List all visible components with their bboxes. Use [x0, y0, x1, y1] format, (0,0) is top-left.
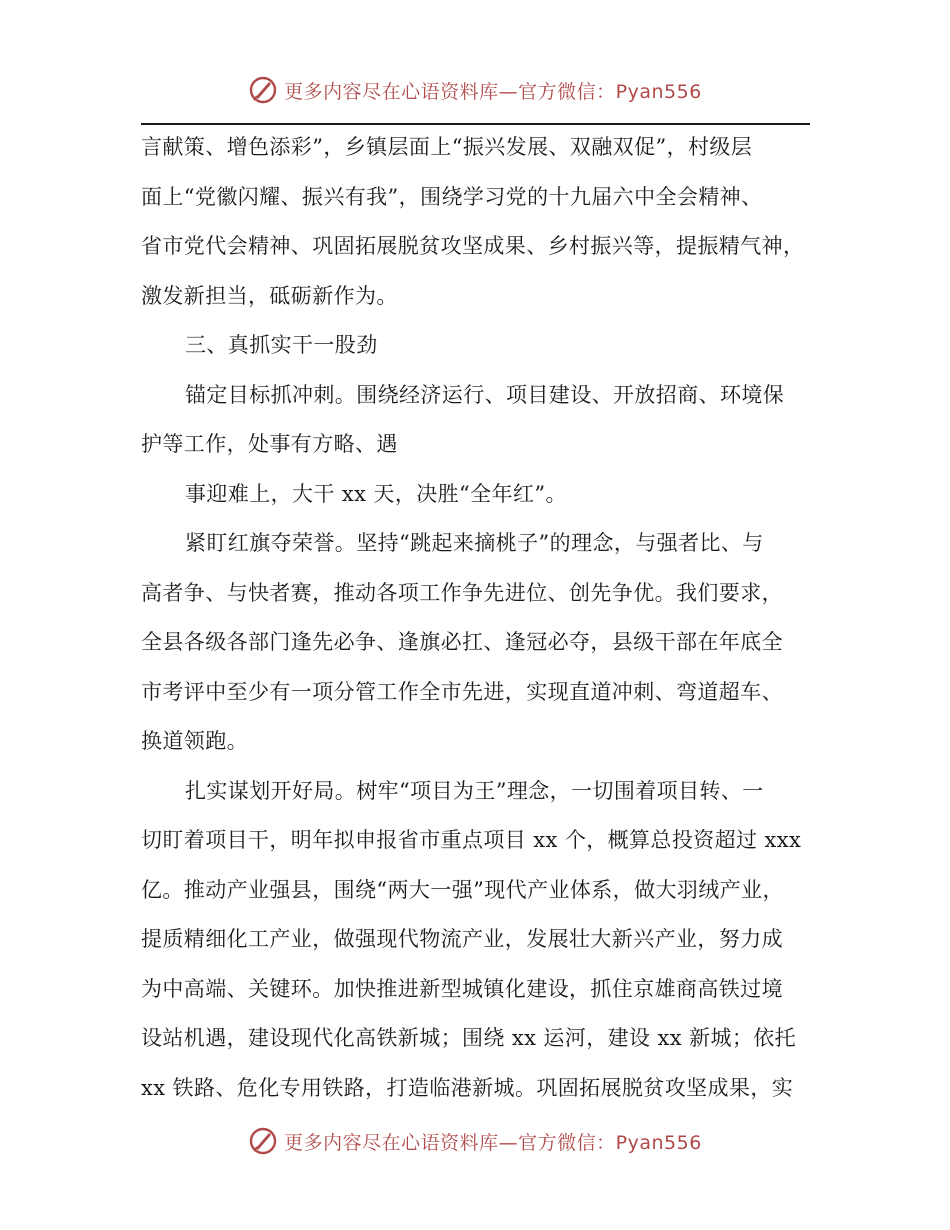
document-body — [141, 123, 810, 1113]
body-line: 言献策、增色添彩”，乡镇层面上“振兴发展、双融双促”，村级层 — [141, 135, 753, 159]
body-line: 市考评中至少有一项分管工作全市先进，实现直道冲刺、弯道超车、 — [141, 679, 783, 704]
body-line: 激发新担当，砥砺新作为。 — [141, 283, 398, 308]
body-line: 切盯着项目干，明年拟申报省市重点项目 xx 个，概算总投资超过 xxx — [141, 828, 802, 852]
footer-banner-text: 更多内容尽在心语资料库—官方微信：Pyan556 — [284, 1131, 702, 1154]
header-banner-text: 更多内容尽在心语资料库—官方微信：Pyan556 — [284, 80, 702, 103]
body-line: 全县各级各部门逢先必争、逢旗必扛、逢冠必夺，县级干部在年底全 — [141, 630, 783, 654]
body-line: 亿。推动产业强县，围绕“两大一强”现代产业体系，做大羽绒产业， — [141, 877, 784, 902]
body-line: xx 铁路、危化专用铁路，打造临港新城。巩固拓展脱贫攻坚成果，实 — [141, 1075, 794, 1100]
body-line: 设站机遇，建设现代化高铁新城；围绕 xx 运河，建设 xx 新城；依托 — [141, 1026, 797, 1050]
header-banner — [0, 70, 950, 110]
section-heading: 三、真抓实干一股劲 — [185, 333, 378, 357]
footer-banner — [0, 1121, 950, 1161]
body-line: 扎实谋划开好局。树牢“项目为王”理念，一切围着项目转、一 — [185, 778, 764, 803]
body-line: 紧盯红旗夺荣誉。坚持“跳起来摘桃子”的理念，与强者比、与 — [185, 531, 764, 555]
body-line: 事迎难上，大干 xx 天，决胜“全年红”。 — [185, 481, 567, 506]
body-line: 为中高端、关键环。加快推进新型城镇化建设，抓住京雄商高铁过境 — [141, 976, 783, 1001]
body-line: 提质精细化工产业，做强现代物流产业，发展壮大新兴产业，努力成 — [141, 927, 783, 951]
quill-pen-logo-icon — [248, 1126, 278, 1156]
body-line: 省市党代会精神、巩固拓展脱贫攻坚成果、乡村振兴等，提振精气神， — [141, 234, 805, 258]
body-line: 换道领跑。 — [141, 729, 248, 753]
body-line: 锚定目标抓冲刺。围绕经济运行、项目建设、开放招商、环境保 — [185, 382, 785, 407]
body-line: 护等工作，处事有方略、遇 — [141, 432, 398, 456]
quill-pen-logo-icon — [248, 75, 278, 105]
body-line: 高者争、与快者赛，推动各项工作争先进位、创先争优。我们要求， — [141, 580, 783, 605]
body-line: 面上“党徽闪耀、振兴有我”，围绕学习党的十九届六中全会精神、 — [141, 184, 763, 209]
